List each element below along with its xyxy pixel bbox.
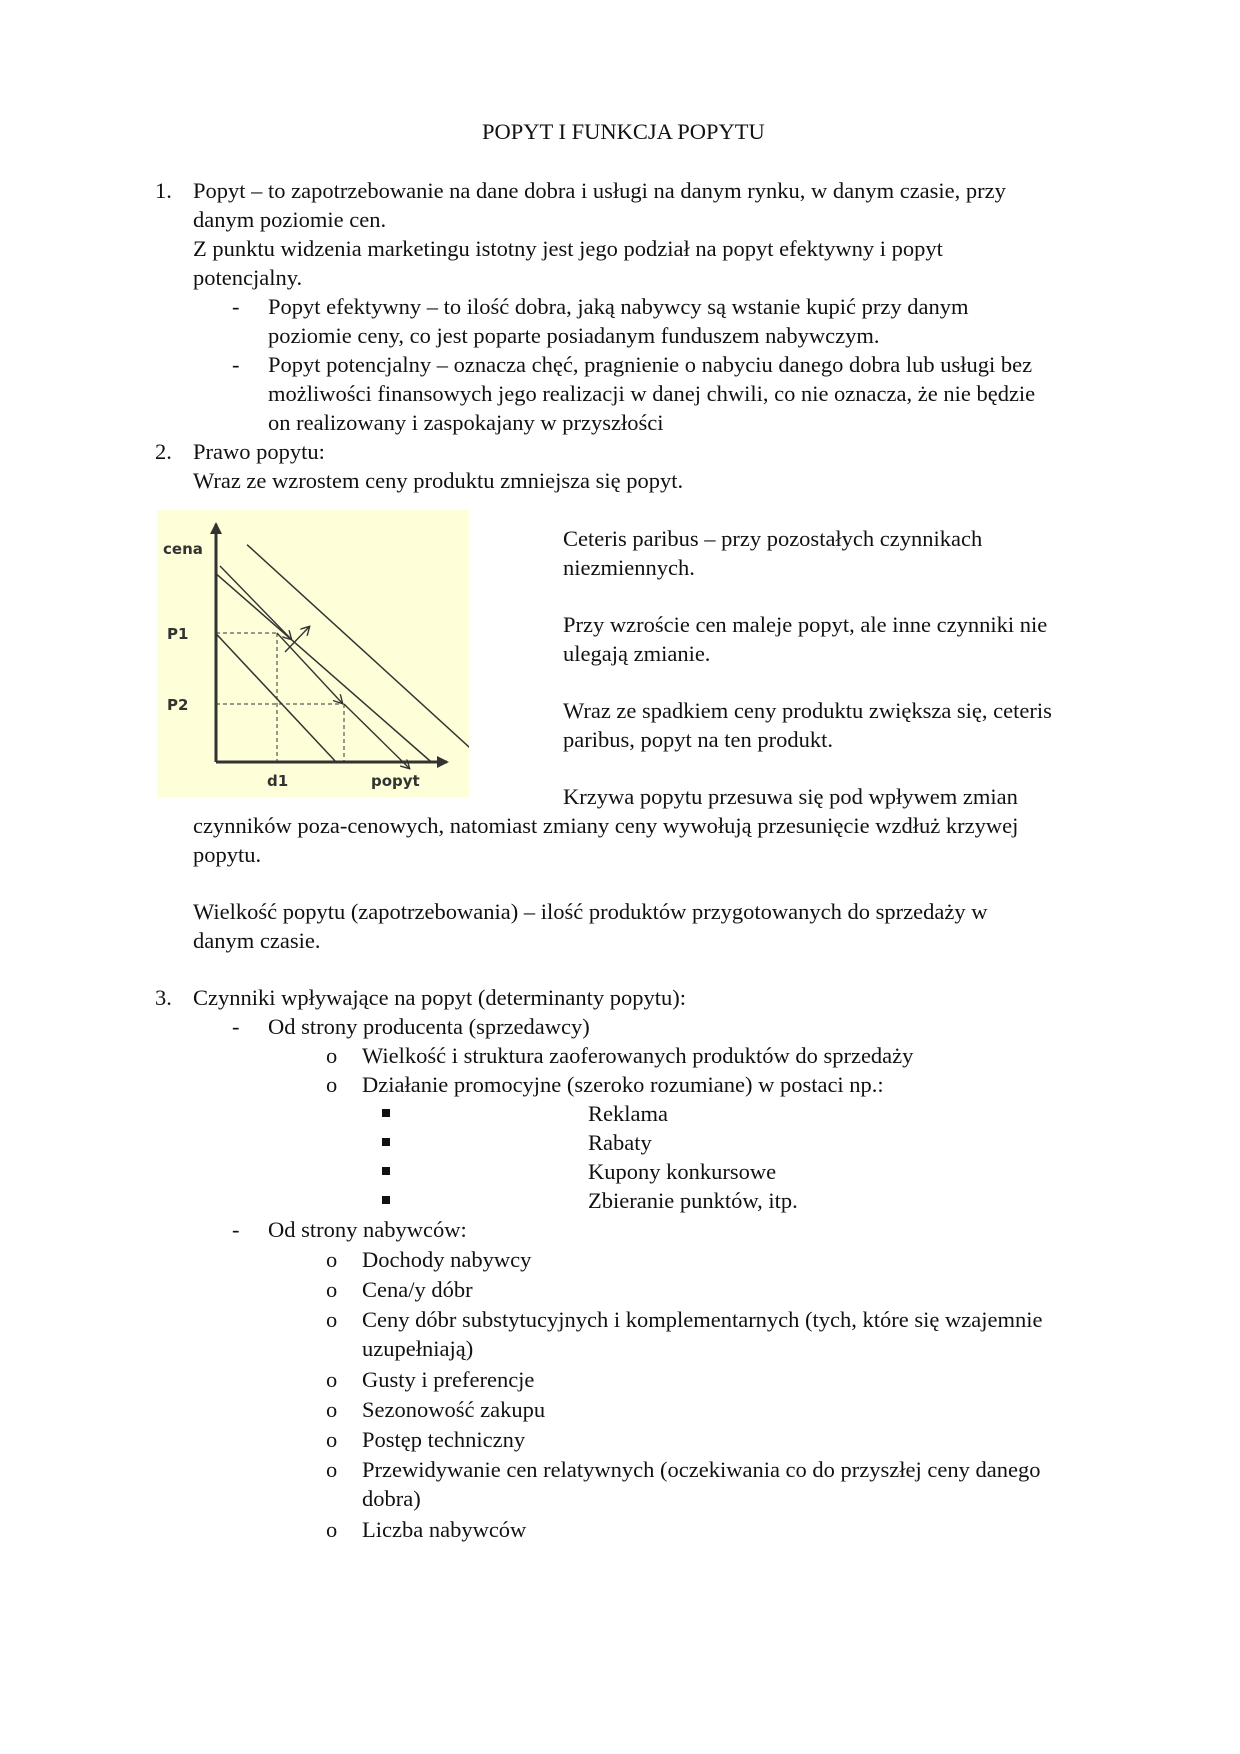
section-heading: Czynniki wpływające na popyt (determinanty popytu):	[193, 985, 687, 1010]
list-item: Przewidywanie cen relatywnych (oczekiwania co do przyszłej ceny danego	[362, 1457, 1041, 1482]
sub-list-item: Reklama	[588, 1101, 668, 1126]
side-text-line: paribus, popyt na ten produkt.	[563, 727, 833, 752]
paragraph-line: potencjalny.	[193, 265, 303, 290]
bullet-line: on realizowany i zaspokajany w przyszłości	[268, 410, 664, 435]
paragraph-line: czynników poza-cenowych, natomiast zmiany ceny wywołują przesunięcie wzdłuż krzywej	[193, 813, 1019, 838]
group-label: Od strony producenta (sprzedawcy)	[268, 1014, 590, 1039]
demand-curves	[216, 545, 469, 762]
bullet-line: poziomie ceny, co jest poparte posiadanym funduszem nabywczym.	[268, 323, 880, 348]
demand-curve-3	[247, 545, 469, 758]
paragraph-line: danym czasie.	[193, 928, 321, 953]
section-number: 3.	[155, 985, 172, 1010]
y-tick-label: P1	[167, 625, 189, 643]
demand-chart	[157, 510, 469, 797]
list-item: Ceny dóbr substytucyjnych i komplementarnych (tych, które się wzajemnie	[362, 1307, 1043, 1332]
demand-chart-svg	[157, 510, 469, 797]
paragraph-line: Prawo popytu:	[193, 439, 325, 464]
square-bullet	[382, 1167, 390, 1175]
circle-marker: o	[326, 1072, 338, 1097]
paragraph-line: Popyt – to zapotrzebowanie na dane dobra i usługi na danym rynku, w danym czasie, przy	[193, 178, 1006, 203]
square-bullet	[382, 1138, 390, 1146]
side-text-line: niezmiennych.	[563, 555, 695, 580]
list-item: Dochody nabywcy	[362, 1247, 532, 1272]
page-title: POPYT I FUNKCJA POPYTU	[482, 119, 765, 144]
bullet-line: Popyt potencjalny – oznacza chęć, pragnienie o nabyciu danego dobra lub usługi bez	[268, 352, 1033, 377]
circle-marker: o	[326, 1367, 338, 1392]
list-item: Gusty i preferencje	[362, 1367, 535, 1392]
circle-marker: o	[326, 1517, 338, 1542]
x-axis-label: popyt	[371, 772, 420, 790]
paragraph-line: popytu.	[193, 842, 262, 867]
circle-marker: o	[326, 1277, 338, 1302]
side-text-line: Ceteris paribus – przy pozostałych czynnikach	[563, 526, 983, 551]
circle-marker: o	[326, 1427, 338, 1452]
group-label: Od strony nabywców:	[268, 1217, 467, 1242]
list-item: dobra)	[362, 1486, 421, 1511]
paragraph-line: danym poziomie cen.	[193, 207, 387, 232]
x-tick-label: d1	[267, 772, 289, 790]
list-item: Działanie promocyjne (szeroko rozumiane) w postaci np.:	[362, 1072, 884, 1097]
demand-curve-1	[216, 634, 336, 762]
circle-marker: o	[326, 1247, 338, 1272]
list-item: uzupełniają)	[362, 1336, 474, 1361]
list-item: Sezonowość zakupu	[362, 1397, 546, 1422]
list-item: Liczba nabywców	[362, 1517, 527, 1542]
movement-arrow	[220, 566, 291, 639]
section-number: 2.	[155, 439, 172, 464]
movement-arrow	[277, 633, 342, 703]
square-bullet	[382, 1109, 390, 1117]
bullet-marker: -	[232, 1217, 240, 1242]
sub-list-item: Kupony konkursowe	[588, 1159, 777, 1184]
section-number: 1.	[155, 178, 172, 203]
paragraph-line: Wielkość popytu (zapotrzebowania) – ilość produktów przygotowanych do sprzedaży w	[193, 899, 988, 924]
shift-arrow	[285, 627, 309, 652]
side-text-line: Przy wzroście cen maleje popyt, ale inne czynniki nie	[563, 612, 1048, 637]
list-item: Postęp techniczny	[362, 1427, 526, 1452]
side-text-line: Wraz ze spadkiem ceny produktu zwiększa się, ceteris	[563, 698, 1052, 723]
circle-marker: o	[326, 1307, 338, 1332]
bullet-line: możliwości finansowych jego realizacji w danej chwili, co nie oznacza, że nie będzie	[268, 381, 1036, 406]
circle-marker: o	[326, 1043, 338, 1068]
square-bullet	[382, 1196, 390, 1204]
bullet-marker: -	[232, 294, 240, 319]
list-item: Wielkość i struktura zaoferowanych produktów do sprzedaży	[362, 1043, 914, 1068]
list-item: Cena/y dóbr	[362, 1277, 473, 1302]
sub-list-item: Rabaty	[588, 1130, 652, 1155]
bullet-line: Popyt efektywny – to ilość dobra, jaką nabywcy są wstanie kupić przy danym	[268, 294, 969, 319]
paragraph-line: Z punktu widzenia marketingu istotny jest jego podział na popyt efektywny i popyt	[193, 236, 943, 261]
paragraph-line: Wraz ze wzrostem ceny produktu zmniejsza się popyt.	[193, 468, 684, 493]
bullet-marker: -	[232, 352, 240, 377]
circle-marker: o	[326, 1457, 338, 1482]
y-tick-label: P2	[167, 696, 189, 714]
bullet-marker: -	[232, 1014, 240, 1039]
circle-marker: o	[326, 1397, 338, 1422]
y-axis-label: cena	[163, 540, 203, 558]
sub-list-item: Zbieranie punktów, itp.	[588, 1188, 798, 1213]
side-text-line: ulegają zmianie.	[563, 641, 711, 666]
side-text-line: Krzywa popytu przesuwa się pod wpływem zmian	[563, 784, 1018, 809]
